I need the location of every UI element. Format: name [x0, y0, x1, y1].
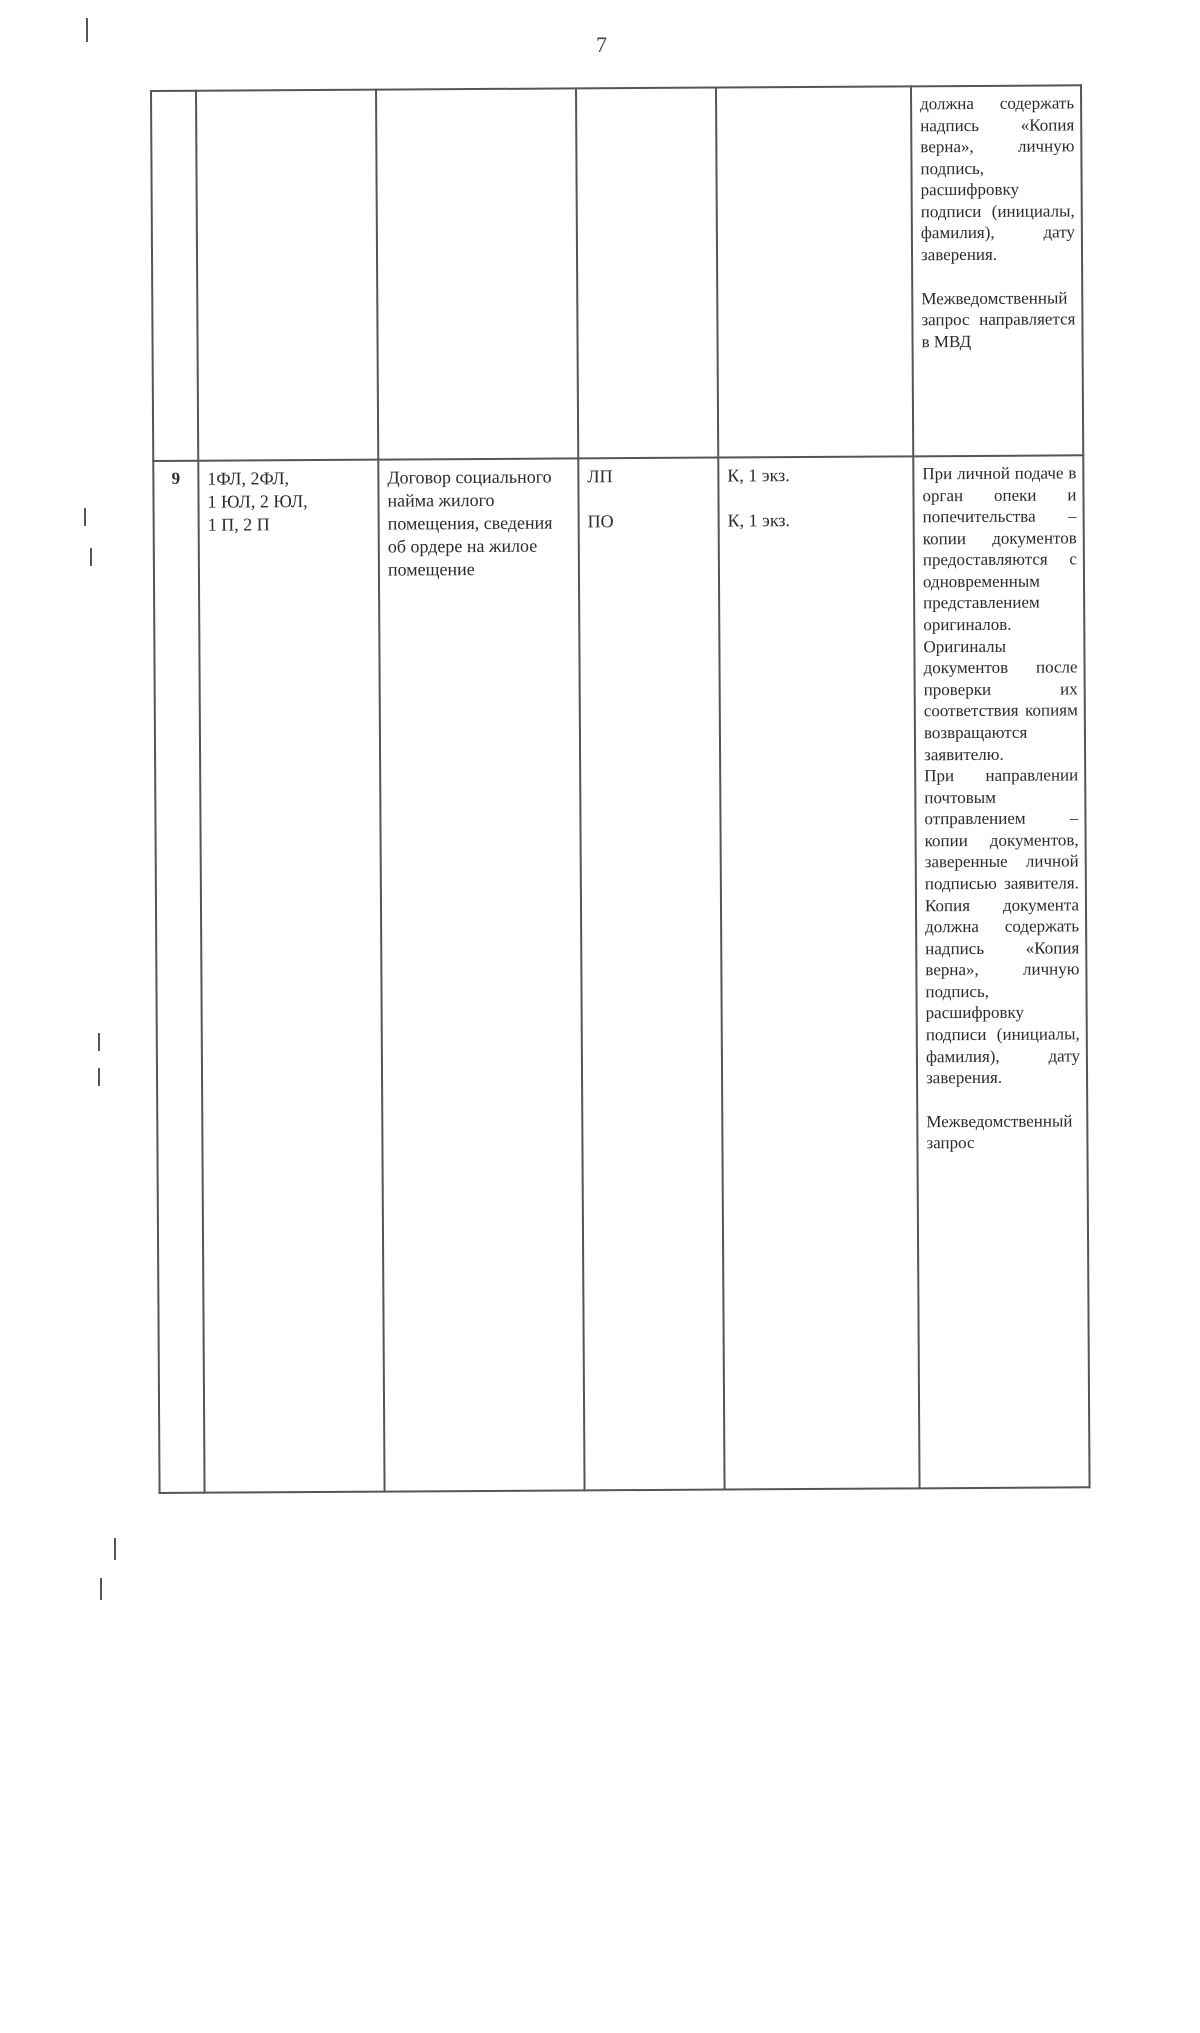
- scan-mark: [114, 1538, 116, 1560]
- submission-form-cell: [578, 458, 724, 1491]
- table-row: [151, 85, 1083, 461]
- table-cell: [376, 88, 578, 459]
- notes-cell: [913, 455, 1089, 1488]
- scan-mark: [98, 1033, 100, 1051]
- notes-paragraph: Межведомственный запрос направляется в МВД: [921, 288, 1076, 352]
- table-cell: [716, 86, 913, 457]
- applicant-line: 1 ЮЛ, 2 ЮЛ,: [207, 491, 308, 512]
- notes-paragraph: При направлении почтовым отправлением – копии документов, заверенные личной подписью заявителя. Копия документа должна содержать надпись «Копия верна», личную подпись, расшифровку подписи (инициалы, фамилия), дату заверения.: [924, 765, 1080, 1088]
- scan-mark: [86, 18, 88, 42]
- notes-paragraph: При личной подаче в орган опеки и попечительства – копии документов предоставляются с одновременным представлением оригиналов. Оригиналы документов после проверки их соответствия копиям возвращаются заявителю.: [922, 463, 1078, 764]
- copies-cell: [718, 456, 919, 1489]
- copies-value: К, 1 экз.: [727, 465, 790, 486]
- row-number: 9: [153, 461, 204, 1493]
- scan-mark: [84, 508, 86, 526]
- submission-form: ПО: [587, 511, 614, 532]
- scan-mark: [90, 548, 92, 566]
- document-name: Договор социального найма жилого помещения, сведения об ордере на жилое помещение: [387, 466, 553, 580]
- applicant-line: 1 П, 2 П: [207, 514, 270, 535]
- page-number: 7: [596, 32, 607, 57]
- scan-mark: [100, 1578, 102, 1600]
- documents-table: [150, 84, 1091, 1494]
- notes-paragraph: должна содержать надпись «Копия верна», личную подпись, расшифровку подписи (инициалы, фамилия), дату заверения.: [920, 93, 1075, 265]
- applicants-cell: [198, 460, 384, 1493]
- table-row: [153, 455, 1089, 1493]
- table-cell: [576, 88, 718, 459]
- table-cell: [196, 90, 378, 461]
- table-cell: [151, 91, 198, 461]
- scan-mark: [98, 1068, 100, 1086]
- applicant-line: 1ФЛ, 2ФЛ,: [207, 468, 290, 489]
- notes-paragraph: Межведомственный запрос: [926, 1111, 1073, 1153]
- submission-form: ЛП: [587, 466, 613, 487]
- document-name-cell: [378, 458, 584, 1491]
- notes-cell: [911, 85, 1083, 456]
- copies-value: К, 1 экз.: [727, 510, 791, 531]
